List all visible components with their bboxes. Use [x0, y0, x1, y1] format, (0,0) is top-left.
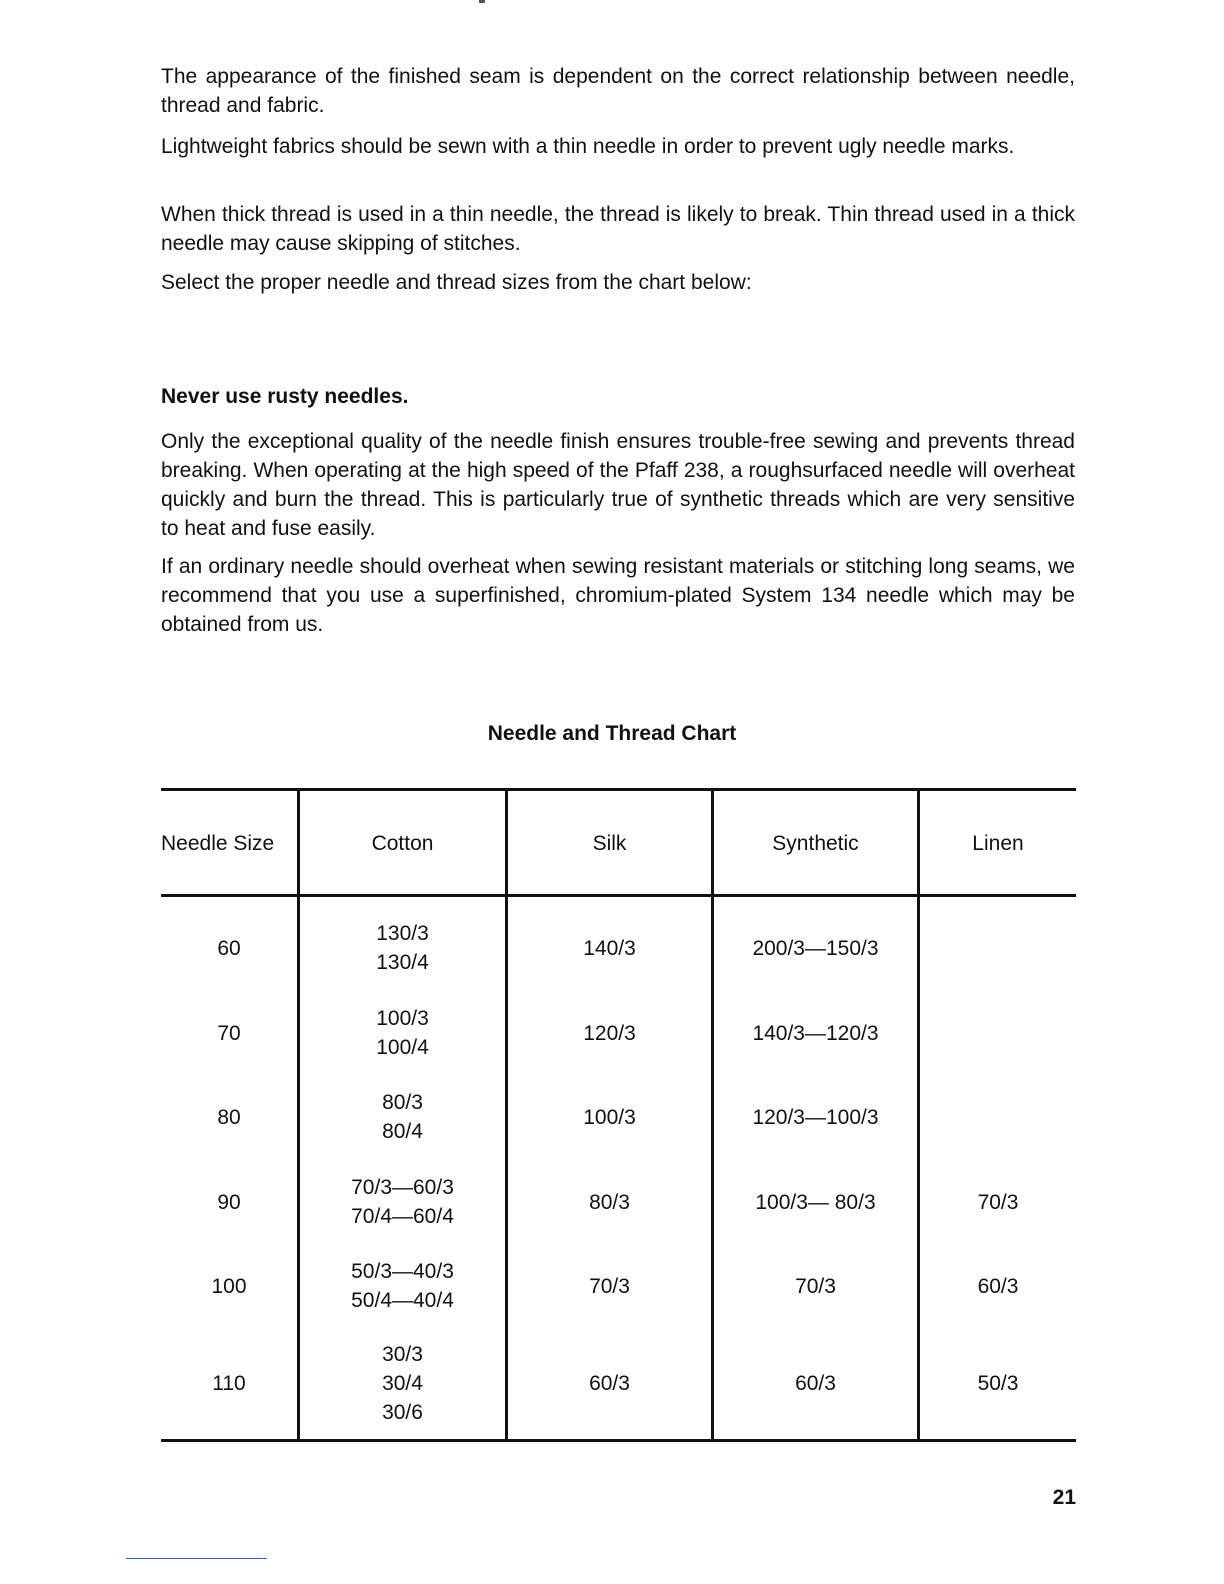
table-row-linen: 50/3: [977, 1371, 1019, 1395]
table-row-needle: 80: [217, 1105, 241, 1129]
header-silk: Silk: [592, 831, 627, 855]
cotton-value: 50/3—40/3: [351, 1260, 454, 1283]
cotton-value: 30/3: [382, 1342, 423, 1366]
needle-thread-table: [161, 788, 1076, 1442]
cotton-value: 30/6: [382, 1400, 423, 1424]
table-row-synthetic: 120/3—100/3: [752, 1105, 879, 1129]
paragraph-superfinished-needle: If an ordinary needle should overheat when sewing resistant materials or stitching long seams, we recommend that you use a superfinished, chromium-plated System 134 needle which may be obtained from us.: [161, 555, 1075, 636]
table-row-cotton: [300, 993, 505, 1073]
chart-title: Needle and Thread Chart: [487, 722, 737, 745]
paragraph-thread-thickness: When thick thread is used in a thin needle, the thread is likely to break. Thin thread used in a thick needle may cause skipping of stitches.: [161, 203, 1075, 255]
table-row-needle: 70: [217, 1021, 241, 1045]
paragraph-seam-appearance: The appearance of the finished seam is dependent on the correct relationship between needle, thread and fabric.: [161, 65, 1075, 117]
paragraph-select-sizes: Select the proper needle and thread sizes from the chart below:: [161, 271, 752, 294]
table-row-silk: 100/3: [583, 1105, 636, 1129]
cotton-value: 50/4—40/4: [351, 1289, 454, 1312]
table-row-silk: 60/3: [589, 1371, 630, 1395]
paragraph-needle-finish: Only the exceptional quality of the needle finish ensures trouble-free sewing and prevents thread breaking. When operating at the high speed of the Pfaff 238, a roughsurfaced needle will overheat quickly and burn the thread. This is particularly true of synthetic threads which are very sensitive to heat and fuse easily.: [161, 430, 1075, 540]
table-row-linen: [920, 993, 1076, 1073]
cotton-value: 130/4: [376, 951, 429, 974]
cotton-value: 100/3: [376, 1007, 429, 1030]
table-row-cotton: [300, 1335, 505, 1431]
table-row-linen: 70/3: [977, 1190, 1019, 1214]
header-synthetic: Synthetic: [772, 831, 859, 855]
header-cotton: Cotton: [371, 831, 434, 855]
table-row-synthetic: 70/3: [795, 1274, 836, 1298]
header-linen: Linen: [972, 831, 1024, 855]
cotton-value: 130/3: [376, 922, 429, 945]
cotton-value: 70/3—60/3: [351, 1176, 454, 1199]
table-row-synthetic: 140/3—120/3: [752, 1021, 879, 1045]
table-row-synthetic: 60/3: [795, 1371, 836, 1395]
table-row-silk: 80/3: [589, 1190, 630, 1214]
cotton-value: 80/4: [382, 1120, 423, 1143]
table-row-silk: 70/3: [589, 1274, 630, 1298]
page-number: 21: [1052, 1486, 1076, 1509]
scan-artifact-mark: [479, 0, 485, 3]
cotton-value: 100/4: [376, 1036, 429, 1059]
cotton-value: 80/3: [382, 1091, 423, 1114]
paragraph-lightweight-fabrics: Lightweight fabrics should be sewn with a thin needle in order to prevent ugly needle marks.: [161, 135, 1015, 158]
table-row-synthetic: 100/3— 80/3: [755, 1190, 876, 1214]
table-row-cotton: [300, 908, 505, 988]
table-row-needle: 60: [217, 936, 241, 960]
table-row-linen: 60/3: [977, 1274, 1019, 1298]
scan-artifact-line: [126, 1558, 267, 1559]
cotton-value: 70/4—60/4: [351, 1205, 454, 1228]
table-row-needle: 100: [211, 1274, 247, 1298]
table-row-needle: 90: [217, 1190, 241, 1214]
table-row-silk: 140/3: [583, 936, 636, 960]
table-row-cotton: [300, 1246, 505, 1326]
table-row-silk: 120/3: [583, 1021, 636, 1045]
table-row-cotton: [300, 1162, 505, 1242]
header-needle-size: Needle Size: [161, 831, 275, 855]
table-row-cotton: [300, 1077, 505, 1157]
table-row-linen: [920, 1077, 1076, 1157]
table-row-linen: [920, 908, 1076, 988]
table-row-synthetic: 200/3—150/3: [752, 936, 879, 960]
cotton-value: 30/4: [382, 1371, 423, 1395]
warning-heading: Never use rusty needles.: [161, 385, 409, 408]
table-row-needle: 110: [212, 1371, 246, 1395]
